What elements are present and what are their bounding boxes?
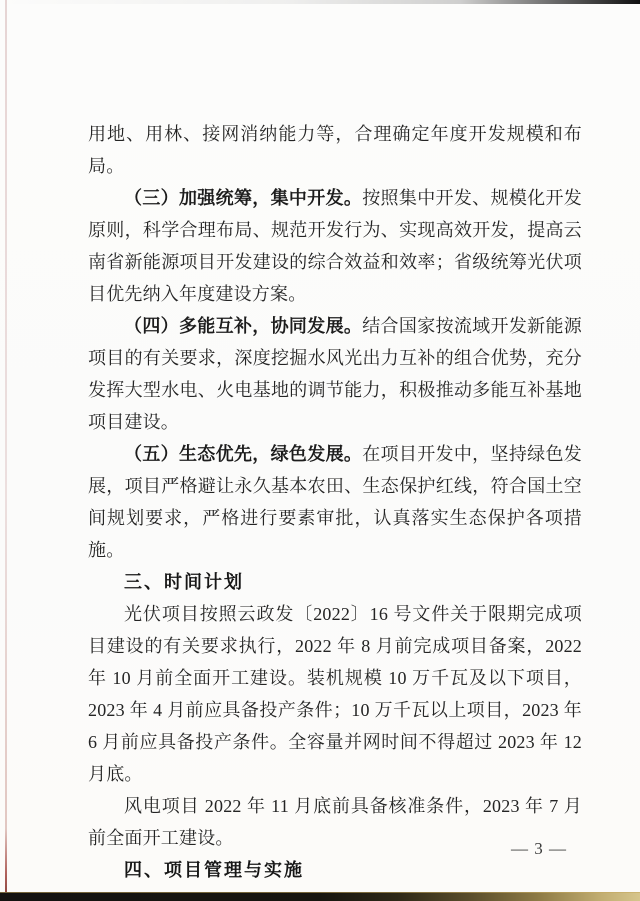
paragraph-text: 结合国家按流域开发新能源项目的有关要求，深度挖掘水风光出力互补的组合优势，充分发挥大型水电、火电基地的调节能力，积极推动多能互补基地项目建设。 xyxy=(88,316,582,432)
paragraph-text: 在项目开发中，坚持绿色发展，项目严格避让永久基本农田、生态保护红线，符合国土空间规划要求，严格进行要素审批，认真落实生态保护各项措施。 xyxy=(88,444,582,560)
paragraph xyxy=(88,118,582,182)
paragraph-lead: （四）多能互补，协同发展。 xyxy=(124,316,363,336)
paragraph-text: 用地、用林、接网消纳能力等，合理确定年度开发规模和布局。 xyxy=(88,124,582,176)
paragraph-lead: （三）加强统筹，集中开发。 xyxy=(124,188,363,208)
scan-bottom-edge-artifact xyxy=(0,892,640,901)
scan-left-edge-artifact xyxy=(5,0,7,901)
paragraph xyxy=(88,182,582,310)
heading-text: 四、项目管理与实施 xyxy=(124,860,304,880)
heading-text: 三、时间计划 xyxy=(124,572,244,592)
paragraph xyxy=(88,598,582,790)
paragraph xyxy=(88,310,582,438)
paragraph-text: 按照集中开发、规模化开发原则，科学合理布局、规范开发行为、实现高效开发，提高云南省新能源项目开发建设的综合效益和效率；省级统筹光伏项目优先纳入年度建设方案。 xyxy=(88,188,582,304)
paragraph xyxy=(88,790,582,854)
paragraph-text: 光伏项目按照云政发〔2022〕16 号文件关于限期完成项目建设的有关要求执行，2022 年 8 月前完成项目备案，2022 年 10 月前全面开工建设。装机规模 10 万千瓦及以下项目，2023 年 4 月前应具备投产条件；10 万千瓦以上项目，2023 年 6 月前应具备投产条件。全容量并网时间不得超过 2023 年 12 月底。 xyxy=(88,604,582,784)
section-heading xyxy=(88,854,582,886)
page-number: — 3 — xyxy=(511,839,567,858)
paragraph-lead: （五）生态优先，绿色发展。 xyxy=(124,444,363,464)
scan-top-edge-artifact xyxy=(0,0,640,4)
paragraph-text: 风电项目 2022 年 11 月底前具备核准条件，2023 年 7 月前全面开工建设。 xyxy=(88,796,582,848)
section-heading xyxy=(88,566,582,598)
document-body xyxy=(88,118,582,886)
paragraph xyxy=(88,438,582,566)
